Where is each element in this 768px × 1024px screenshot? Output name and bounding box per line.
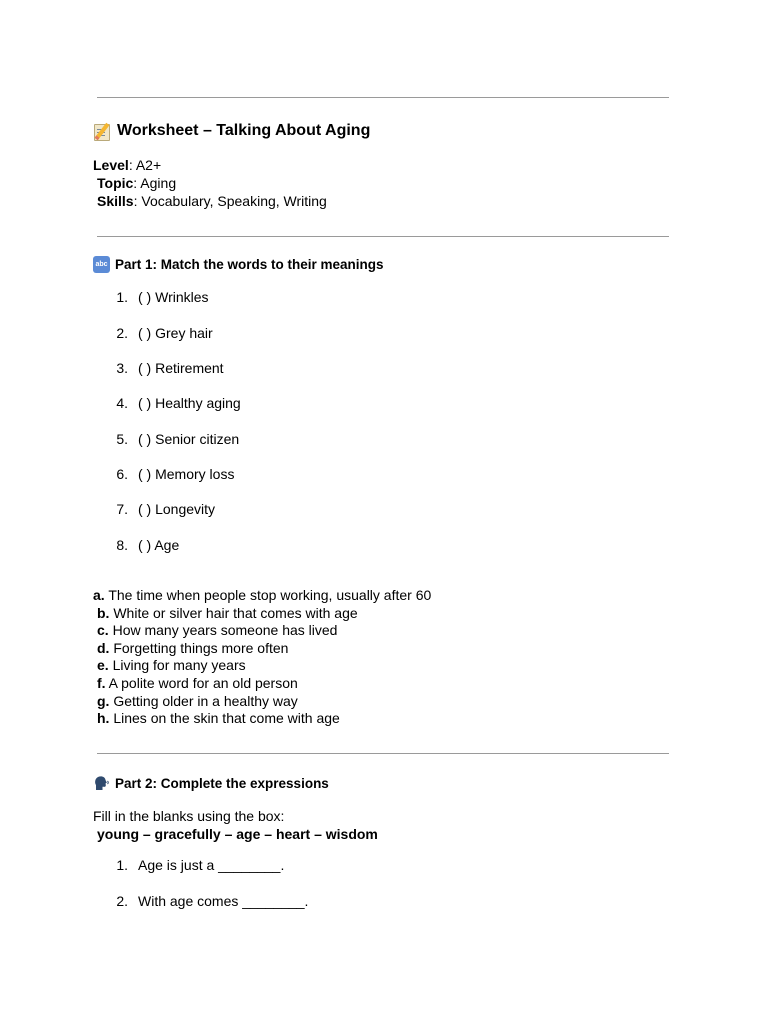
list-item xyxy=(105,893,308,909)
list-item xyxy=(105,501,215,517)
list-item-number: 8. xyxy=(116,537,128,553)
list-item xyxy=(105,537,179,553)
definition-letter: b. xyxy=(97,605,110,621)
definition-item xyxy=(97,693,298,709)
list-item-number: 1. xyxy=(116,289,128,305)
level-label: Level xyxy=(93,157,129,173)
list-item-text: With age comes ________. xyxy=(138,893,309,909)
divider-after-meta xyxy=(97,236,669,237)
list-item xyxy=(105,289,209,305)
list-item xyxy=(105,431,239,447)
list-item-text: ( ) Longevity xyxy=(138,501,216,517)
level-value: : A2+ xyxy=(128,157,162,173)
definition-letter: c. xyxy=(97,622,109,638)
list-item-text: ( ) Grey hair xyxy=(138,325,213,341)
definition-letter: h. xyxy=(97,710,110,726)
topic-line xyxy=(97,175,176,191)
list-item-text: Age is just a ________. xyxy=(138,857,285,873)
list-item-number: 6. xyxy=(116,466,128,482)
list-item-number: 2. xyxy=(116,325,128,341)
definition-text: How many years someone has lived xyxy=(108,622,338,638)
list-item xyxy=(105,360,224,376)
part2-instruction: Fill in the blanks using the box: xyxy=(93,808,285,824)
definition-letter: g. xyxy=(97,693,110,709)
list-item xyxy=(105,395,241,411)
list-item-text: ( ) Healthy aging xyxy=(138,395,241,411)
list-item xyxy=(105,857,284,873)
memo-icon xyxy=(93,122,111,140)
list-item-number: 7. xyxy=(116,501,128,517)
part1-heading-text: Part 1: Match the words to their meanings xyxy=(115,257,384,272)
definition-item xyxy=(97,640,288,656)
skills-line xyxy=(97,193,327,209)
topic-value: : Aging xyxy=(133,175,177,191)
list-item-text: ( ) Age xyxy=(138,537,180,553)
list-item-number: 3. xyxy=(116,360,128,376)
list-item xyxy=(105,466,234,482)
definition-text: Living for many years xyxy=(108,657,246,673)
level-line xyxy=(93,157,161,173)
list-item-number: 1. xyxy=(116,857,128,873)
list-item xyxy=(105,325,213,341)
part1-heading xyxy=(93,256,384,273)
list-item-number: 2. xyxy=(116,893,128,909)
list-item-number: 4. xyxy=(116,395,128,411)
definition-text: White or silver hair that comes with age xyxy=(109,605,358,621)
definition-letter: e. xyxy=(97,657,109,673)
worksheet-title-text: Worksheet – Talking About Aging xyxy=(117,122,371,139)
definition-text: Getting older in a healthy way xyxy=(109,693,298,709)
definition-item xyxy=(97,675,298,691)
worksheet-title xyxy=(93,122,370,140)
definition-letter: f. xyxy=(97,675,106,691)
abc-icon: abc xyxy=(93,256,110,273)
definition-text: A polite word for an old person xyxy=(105,675,298,691)
skills-label: Skills xyxy=(97,193,134,209)
list-item-text: ( ) Memory loss xyxy=(138,466,235,482)
part2-heading xyxy=(93,775,329,792)
definition-item xyxy=(97,710,340,726)
list-item-number: 5. xyxy=(116,431,128,447)
definition-item xyxy=(97,657,246,673)
skills-value: : Vocabulary, Speaking, Writing xyxy=(133,193,327,209)
topic-label: Topic xyxy=(97,175,134,191)
definition-item xyxy=(97,605,358,621)
definition-text: Forgetting things more often xyxy=(109,640,289,656)
list-item-text: ( ) Retirement xyxy=(138,360,224,376)
divider-top xyxy=(97,97,669,98)
list-item-text: ( ) Wrinkles xyxy=(138,289,209,305)
part2-heading-text: Part 2: Complete the expressions xyxy=(115,776,329,791)
definition-text: Lines on the skin that come with age xyxy=(109,710,340,726)
definition-text: The time when people stop working, usually after 60 xyxy=(104,587,432,603)
divider-after-part1 xyxy=(97,753,669,754)
list-item-text: ( ) Senior citizen xyxy=(138,431,240,447)
word-box: young – gracefully – age – heart – wisdom xyxy=(97,826,378,842)
speaking-head-icon xyxy=(93,775,110,792)
definition-item xyxy=(97,622,337,638)
definition-item xyxy=(93,587,431,603)
definition-letter: d. xyxy=(97,640,110,656)
definition-letter: a. xyxy=(93,587,105,603)
